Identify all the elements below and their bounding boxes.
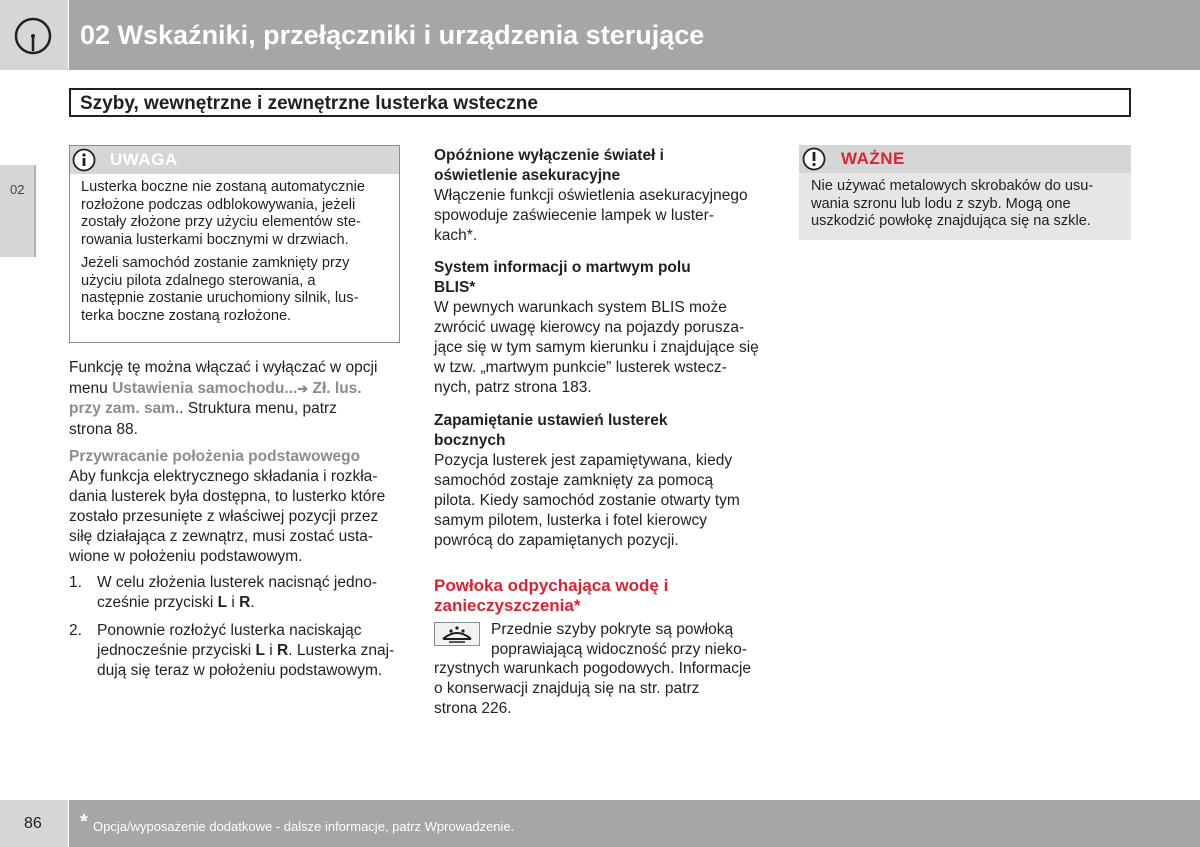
heading-water-repellent: Powłoka odpychająca wodę i zanieczyszczenia*: [434, 576, 669, 615]
gauge-icon: [14, 17, 52, 55]
important-header: [799, 145, 1131, 173]
menu-paragraph: Funkcję tę można włączać i wyłączać w opcji menu Ustawienia samochodu...➔ Zł. lus. przy zam. sam.. Struktura menu, patrz strona 88.: [69, 359, 378, 438]
page-title: 02 Wskaźniki, przełączniki i urządzenia sterujące: [80, 20, 705, 50]
header-icon-panel: [0, 0, 68, 70]
footnote-star: *: [80, 811, 88, 833]
important-text: Nie używać metalowych skrobaków do usu- wania szronu lub lodu z szyb. Mogą one uszkodzić powłokę znajdująca się na szkle.: [811, 178, 1094, 229]
step-2-text: Ponownie rozłożyć lusterka naciskając jednocześnie przyciski L i R. Lusterka znaj- dują się teraz w położeniu podstawowym.: [97, 622, 395, 679]
chapter-number: 02: [10, 182, 25, 197]
important-box: [799, 145, 1131, 240]
heading-delayed-lighting: Opóźnione wyłączenie świateł i oświetlenie asekuracyjne: [434, 147, 664, 184]
reset-heading: Przywracanie położenia podstawowego: [69, 448, 361, 465]
step-1-text: W celu złożenia lusterek nacisnąć jedno- cześnie przyciski L i R.: [97, 574, 377, 611]
footnote-text: Opcja/wyposażenie dodatkowe - dalsze informacje, patrz Wprowadzenie.: [93, 819, 515, 834]
paragraph-water-repellent-a: Przednie szyby pokryte są powłoką poprawiającą widoczność przy nieko-: [491, 621, 747, 658]
paragraph-blis: W pewnych warunkach system BLIS może zwrócić uwagę kierowcy na pojazdy porusza- jące się w tym samym kierunku i znajdujące się w tzw. „martwym punkcie” lusterek wstecz- nych, patrz strona 183.: [434, 299, 759, 396]
warning-text: Lusterka boczne nie zostaną automatycznie rozłożone podczas odblokowywania, jeżeli zostały złożone przy użyciu elementów ste- rowania lusterkami bocznymi w drzwiach. Jeżeli samochód zostanie zamknięty przy użyciu pilota zdalnego sterowania, a następnie zostanie uruchomiony silnik, lus- terka boczne zostaną rozłożone.: [81, 179, 365, 324]
exclamation-icon: [802, 147, 826, 171]
warning-title: UWAGA: [110, 150, 178, 169]
step-2-number: 2.: [69, 622, 82, 639]
paragraph-mirror-memory: Pozycja lusterek jest zapamiętywana, kiedy samochód zostaje zamknięty za pomocą pilota. Kiedy samochód zostanie otwarty tym samym pilotem, lusterka i fotel kierowcy powrócą do zapamiętanych pozycji.: [434, 452, 740, 549]
section-title: Szyby, wewnętrzne i zewnętrzne lusterka wsteczne: [80, 93, 538, 114]
page-number: 86: [24, 815, 42, 832]
chapter-tab: [0, 165, 36, 257]
heading-mirror-memory: Zapamiętanie ustawień lusterek bocznych: [434, 412, 668, 449]
paragraph-water-repellent-b: rzystnych warunkach pogodowych. Informacje o konserwacji znajdują się na str. patrz strona 226.: [434, 660, 752, 717]
reset-paragraph: Aby funkcja elektrycznego składania i rozkła- dania lusterek była dostępna, to lusterko które zostało przesunięte z właściwej pozycji przez siłę działająca z zewnątrz, musi zostać usta- wione w położeniu podstawowym.: [69, 468, 386, 565]
heading-blis: System informacji o martwym polu BLIS*: [434, 259, 691, 296]
important-title: WAŻNE: [841, 149, 905, 168]
arrow-icon: ➔: [297, 380, 309, 396]
info-icon: [72, 148, 96, 172]
paragraph-delayed-lighting: Włączenie funkcji oświetlenia asekuracyjnego spowoduje zaświecenie lampek w luster- kach*.: [434, 187, 748, 244]
warning-box: [69, 145, 400, 343]
warning-header: [70, 146, 399, 174]
water-repellent-icon: [434, 622, 480, 646]
step-1-number: 1.: [69, 574, 82, 591]
menu-path: Ustawienia samochodu...: [112, 379, 298, 397]
